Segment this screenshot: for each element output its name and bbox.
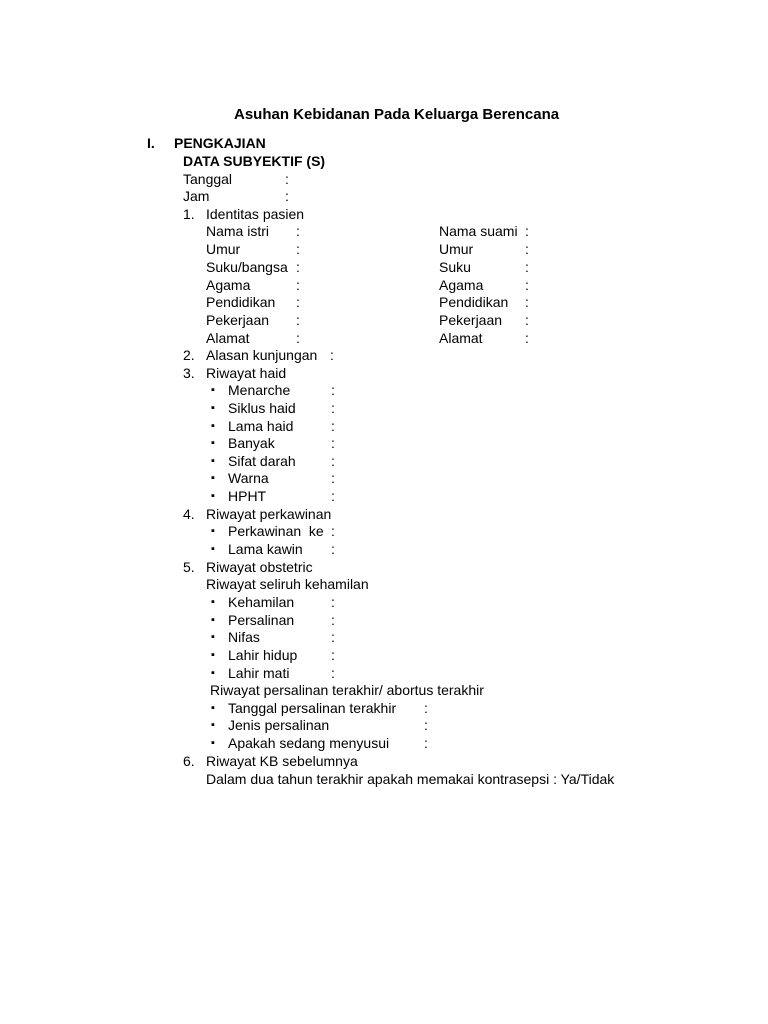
field-label: Jenis persalinan <box>228 717 330 733</box>
bullet-icon: ▪ <box>211 455 215 467</box>
field-label: Perkawinan ke <box>228 523 324 539</box>
bullet-icon: ▪ <box>211 402 215 414</box>
field-label: Jam <box>183 188 210 204</box>
field-label: Suku <box>439 259 471 275</box>
field-colon: : <box>424 735 428 751</box>
field-label: Alamat <box>439 330 483 346</box>
list-number: 5. <box>183 559 195 575</box>
field-colon: : <box>331 435 335 451</box>
field-colon: : <box>331 418 335 434</box>
field-label: Siklus haid <box>228 400 296 416</box>
field-label: Lama kawin <box>228 541 303 557</box>
bullet-icon: ▪ <box>211 614 215 626</box>
sub-heading: Riwayat persalinan terakhir/ abortus terakhir <box>210 682 484 698</box>
bullet-icon: ▪ <box>211 472 215 484</box>
field-colon: : <box>331 541 335 557</box>
list-heading: Riwayat perkawinan <box>206 506 332 522</box>
field-label: Pendidikan <box>206 294 276 310</box>
field-colon: : <box>296 330 300 346</box>
list-number: 3. <box>183 365 195 381</box>
field-colon: : <box>285 188 289 204</box>
field-label: Tanggal <box>183 171 233 187</box>
bullet-icon: ▪ <box>211 384 215 396</box>
field-colon: : <box>424 700 428 716</box>
field-label: Warna <box>228 470 269 486</box>
field-colon: : <box>330 347 334 363</box>
field-colon: : <box>331 612 335 628</box>
list-number: 1. <box>183 206 195 222</box>
field-label: Agama <box>206 277 251 293</box>
field-label: Nama istri <box>206 223 270 239</box>
field-label: Pekerjaan <box>206 312 270 328</box>
field-colon: : <box>525 223 529 239</box>
field-colon: : <box>296 259 300 275</box>
bullet-icon: ▪ <box>211 631 215 643</box>
field-colon: : <box>424 717 428 733</box>
list-number: 2. <box>183 347 195 363</box>
list-heading: Identitas pasien <box>206 206 305 222</box>
field-label: Apakah sedang menyusui <box>228 735 390 751</box>
field-label: Sifat darah <box>228 453 296 469</box>
document-title: Asuhan Kebidanan Pada Keluarga Berencana <box>234 106 560 123</box>
bullet-icon: ▪ <box>211 490 215 502</box>
field-colon: : <box>331 523 335 539</box>
field-label: Alamat <box>206 330 250 346</box>
field-colon: : <box>525 241 529 257</box>
bullet-icon: ▪ <box>211 737 215 749</box>
field-colon: : <box>525 259 529 275</box>
field-label: Menarche <box>228 382 291 398</box>
sub-heading: Riwayat seliruh kehamilan <box>206 576 369 592</box>
field-colon: : <box>331 665 335 681</box>
field-colon: : <box>525 277 529 293</box>
field-label: Lama haid <box>228 418 294 434</box>
field-label: Kehamilan <box>228 594 295 610</box>
field-colon: : <box>331 382 335 398</box>
list-heading: Riwayat obstetric <box>206 559 313 575</box>
section-numeral: I. <box>147 135 155 151</box>
field-colon: : <box>296 241 300 257</box>
subsection-heading: DATA SUBYEKTIF (S) <box>183 153 326 169</box>
bullet-icon: ▪ <box>211 437 215 449</box>
bullet-icon: ▪ <box>211 702 215 714</box>
field-colon: : <box>331 453 335 469</box>
field-colon: : <box>331 400 335 416</box>
bullet-icon: ▪ <box>211 719 215 731</box>
field-label: Tanggal persalinan terakhir <box>228 700 397 716</box>
field-label: Umur <box>206 241 241 257</box>
question-line: Dalam dua tahun terakhir apakah memakai kontrasepsi : Ya/Tidak <box>206 771 615 787</box>
field-colon: : <box>525 312 529 328</box>
field-label: Lahir hidup <box>228 647 298 663</box>
bullet-icon: ▪ <box>211 525 215 537</box>
section-heading: PENGKAJIAN <box>174 135 266 151</box>
field-colon: : <box>331 470 335 486</box>
list-number: 6. <box>183 753 195 769</box>
field-label: Nama suami <box>439 223 518 239</box>
bullet-icon: ▪ <box>211 543 215 555</box>
field-colon: : <box>525 294 529 310</box>
field-colon: : <box>525 330 529 346</box>
list-heading: Riwayat KB sebelumnya <box>206 753 358 769</box>
list-heading: Alasan kunjungan <box>206 347 318 363</box>
bullet-icon: ▪ <box>211 596 215 608</box>
field-label: Lahir mati <box>228 665 290 681</box>
field-colon: : <box>296 223 300 239</box>
bullet-icon: ▪ <box>211 649 215 661</box>
field-colon: : <box>331 488 335 504</box>
field-colon: : <box>331 629 335 645</box>
field-label: Suku/bangsa <box>206 259 288 275</box>
field-label: Banyak <box>228 435 275 451</box>
field-colon: : <box>296 312 300 328</box>
field-colon: : <box>296 277 300 293</box>
field-colon: : <box>285 171 289 187</box>
field-label: Persalinan <box>228 612 295 628</box>
bullet-icon: ▪ <box>211 420 215 432</box>
field-colon: : <box>331 647 335 663</box>
field-label: Umur <box>439 241 474 257</box>
field-label: Nifas <box>228 629 260 645</box>
field-label: HPHT <box>228 488 267 504</box>
field-label: Pekerjaan <box>439 312 503 328</box>
list-number: 4. <box>183 506 195 522</box>
list-heading: Riwayat haid <box>206 365 287 381</box>
bullet-icon: ▪ <box>211 667 215 679</box>
field-label: Agama <box>439 277 484 293</box>
field-label: Pendidikan <box>439 294 509 310</box>
field-colon: : <box>331 594 335 610</box>
field-colon: : <box>296 294 300 310</box>
